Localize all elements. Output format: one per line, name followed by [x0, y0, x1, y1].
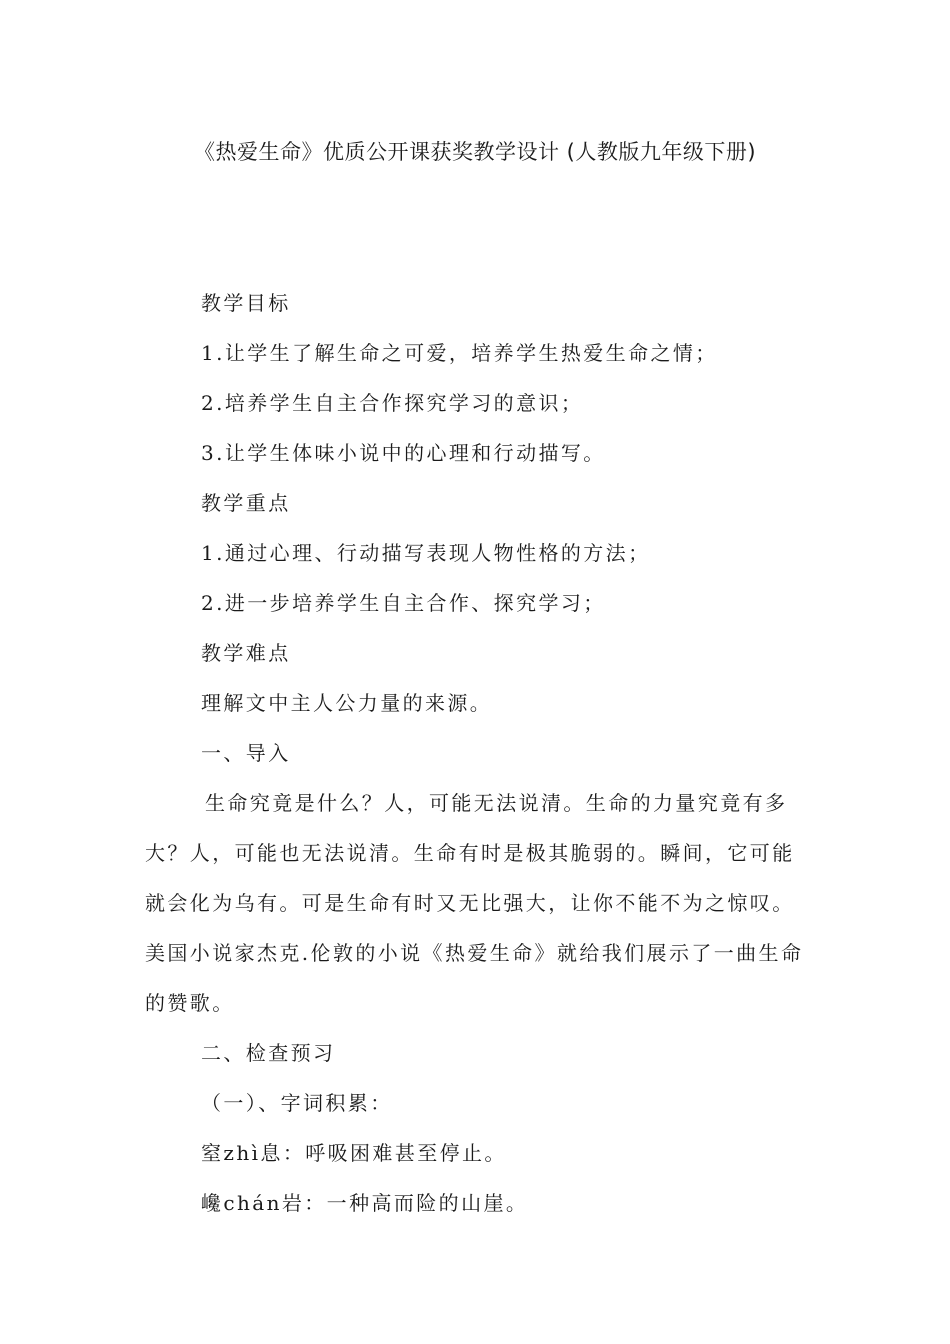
difficult-point-text: 理解文中主人公力量的来源。 — [201, 691, 493, 715]
goal-item-2: 2.培养学生自主合作探究学习的意识； — [201, 391, 584, 415]
section-heading-intro: 一、导入 — [201, 741, 291, 765]
intro-paragraph-line: 美国小说家杰克.伦敦的小说《热爱生命》就给我们展示了一曲生命 — [145, 941, 804, 965]
document-title: 《热爱生命》优质公开课获奖教学设计 (人教版九年级下册) — [193, 140, 757, 164]
key-point-item-1: 1.通过心理、行动描写表现人物性格的方法； — [201, 541, 651, 565]
key-point-item-2: 2.进一步培养学生自主合作、探究学习； — [201, 591, 606, 615]
intro-paragraph-line: 生命究竟是什么？人，可能无法说清。生命的力量究竟有多 — [205, 791, 788, 815]
goal-item-1: 1.让学生了解生命之可爱，培养学生热爱生命之情； — [201, 341, 718, 365]
vocabulary-item: 窒zhì息：呼吸困难甚至停止。 — [201, 1141, 507, 1165]
vocabulary-item: 巉chán岩：一种高而险的山崖。 — [201, 1191, 529, 1215]
intro-paragraph-line: 的赞歌。 — [145, 991, 235, 1015]
goal-item-3: 3.让学生体味小说中的心理和行动描写。 — [201, 441, 606, 465]
heading-teaching-goals: 教学目标 — [201, 291, 291, 315]
section-heading-preview: 二、检查预习 — [201, 1041, 336, 1065]
heading-difficult-points: 教学难点 — [201, 641, 291, 665]
intro-paragraph-line: 就会化为乌有。可是生命有时又无比强大，让你不能不为之惊叹。 — [145, 891, 795, 915]
intro-paragraph-line: 大？人，可能也无法说清。生命有时是极其脆弱的。瞬间，它可能 — [145, 841, 795, 865]
heading-key-points: 教学重点 — [201, 491, 291, 515]
subsection-heading-vocabulary: （一）、字词积累： — [201, 1091, 393, 1115]
